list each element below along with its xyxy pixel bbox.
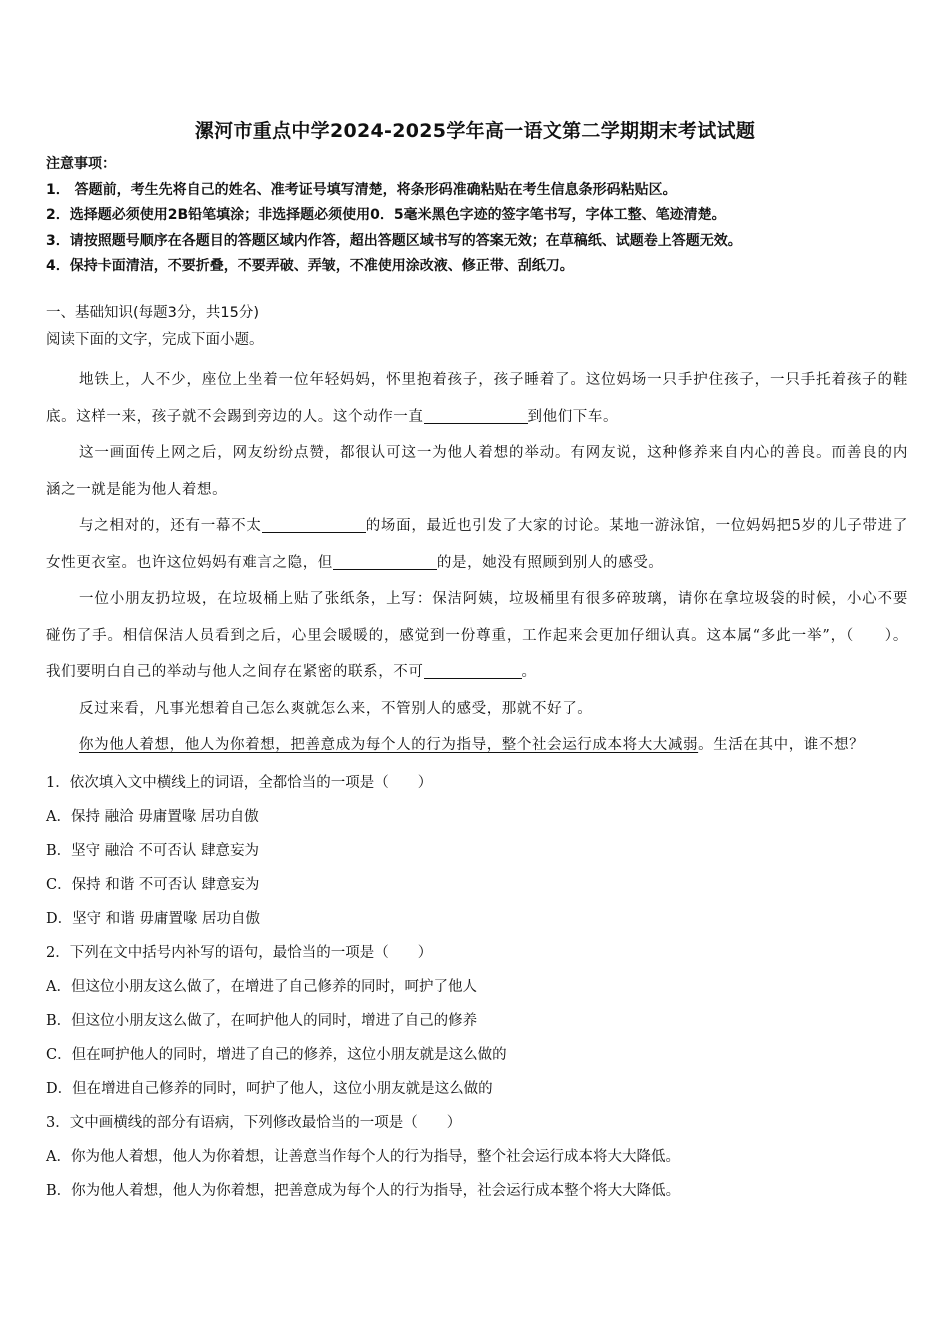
passage-text: 的场面，最近也引发了大家的讨论。某地一游泳馆，一位妈妈把5岁的儿子带进了女性更衣室。也许这位妈妈有难言之隐，但 (46, 518, 909, 571)
question-list (46, 766, 908, 1208)
fill-blank-4 (424, 662, 522, 679)
passage-text: 与之相对的，还有一幕不太 (79, 518, 262, 534)
passage-text: 。生活在其中，谁不想？ (698, 737, 865, 753)
passage-text: 。 (521, 664, 537, 680)
answer-option: A．保持 融洽 毋庸置喙 居功自傲 (46, 808, 259, 825)
question-stem: 3．文中画横线的部分有语病，下列修改最恰当的一项是（ ） (46, 1114, 462, 1131)
passage-paragraph-1 (46, 362, 908, 435)
answer-option: C．保持 和谐 不可否认 肆意妄为 (46, 876, 260, 893)
notes-heading: 注意事项： (46, 156, 116, 172)
passage-text: 的是，她没有照顾到别人的感受。 (436, 554, 664, 571)
answer-option: A．你为他人着想，他人为你着想，让善意当作每个人的行为指导，整个社会运行成本将大大降低。 (46, 1148, 680, 1165)
answer-option: D．坚守 和谐 毋庸置喙 居功自傲 (46, 910, 260, 927)
passage-paragraph-5: 反过来看，凡事光想着自己怎么爽就怎么来，不管别人的感受，那就不好了。 (79, 700, 593, 717)
answer-option: D．但在增进自己修养的同时，呵护了他人，这位小朋友就是这么做的 (46, 1080, 493, 1097)
note-item: 3．请按照题号顺序在各题目的答题区域内作答，超出答题区域书写的答案无效；在草稿纸、试题卷上答题无效。 (46, 232, 742, 249)
passage-paragraph-6 (46, 727, 908, 764)
passage-text: 一位小朋友扔垃圾，在垃圾桶上贴了张纸条，上写：保洁阿姨，垃圾桶里有很多碎玻璃，请你在拿垃圾袋的时候，小心不要碰伤了手。相信保洁人员看到之后，心里会暖暖的，感觉到一份尊重，工作起来会更加仔细认真。这本属“多此一举”，（ ）。我们要明白自己的举动与他人之间存在紧密的联系，不可 (46, 591, 908, 680)
fill-blank-1 (424, 407, 528, 424)
answer-option: A．但这位小朋友这么做了，在增进了自己修养的同时，呵护了他人 (46, 978, 477, 995)
exam-body (46, 300, 908, 1208)
answer-option: B．坚守 融洽 不可否认 肆意妄为 (46, 842, 259, 859)
note-item: 2．选择题必须使用2B铅笔填涂；非选择题必须使用0．5毫米黑色字迹的签字笔书写，字体工整、笔迹清楚。 (46, 207, 726, 223)
answer-option: B．你为他人着想，他人为你着想，把善意成为每个人的行为指导，社会运行成本整个将大大降低。 (46, 1182, 681, 1199)
exam-title: 漯河市重点中学2024-2025学年高一语文第二学期期末考试试题 (194, 120, 756, 142)
question-stem: 1．依次填入文中横线上的词语，全都恰当的一项是（ ） (46, 774, 433, 791)
note-item: 1． 答题前，考生先将自己的姓名、准考证号填写清楚，将条形码准确粘贴在考生信息条形码粘贴区。 (46, 181, 677, 198)
passage-paragraph-3 (46, 508, 908, 581)
answer-option: B．但这位小朋友这么做了，在呵护他人的同时，增进了自己的修养 (46, 1012, 478, 1029)
underlined-sentence: 你为他人着想，他人为你着想，把善意成为每个人的行为指导，整个社会运行成本将大大减弱 (79, 737, 699, 753)
passage-text: 地铁上，人不少，座位上坐着一位年轻妈妈，怀里抱着孩子，孩子睡着了。这位妈场一只手护住孩子，一只手托着孩子的鞋底。这样一来，孩子就不会踢到旁边的人。这个动作一直 (46, 372, 908, 425)
section-heading: 一、基础知识(每题3分，共15分) (46, 305, 259, 321)
reading-passage (46, 362, 908, 764)
fill-blank-2 (262, 516, 366, 533)
fill-blank-3 (333, 553, 437, 570)
section-instruction: 阅读下面的文字，完成下面小题。 (46, 332, 264, 348)
question-stem: 2．下列在文中括号内补写的语句，最恰当的一项是（ ） (46, 944, 433, 961)
passage-text: 到他们下车。 (527, 408, 619, 425)
note-item: 4．保持卡面清洁，不要折叠，不要弄破、弄皱，不准使用涂改液、修正带、刮纸刀。 (46, 258, 574, 274)
answer-option: C．但在呵护他人的同时，增进了自己的修养，这位小朋友就是这么做的 (46, 1046, 507, 1063)
passage-paragraph-4 (46, 581, 908, 691)
notes-section (46, 152, 916, 280)
passage-paragraph-2: 这一画面传上网之后，网友纷纷点赞，都很认可这一为他人着想的举动。有网友说，这种修养来自内心的善良。而善良的内涵之一就是能为他人着想。 (46, 445, 908, 498)
